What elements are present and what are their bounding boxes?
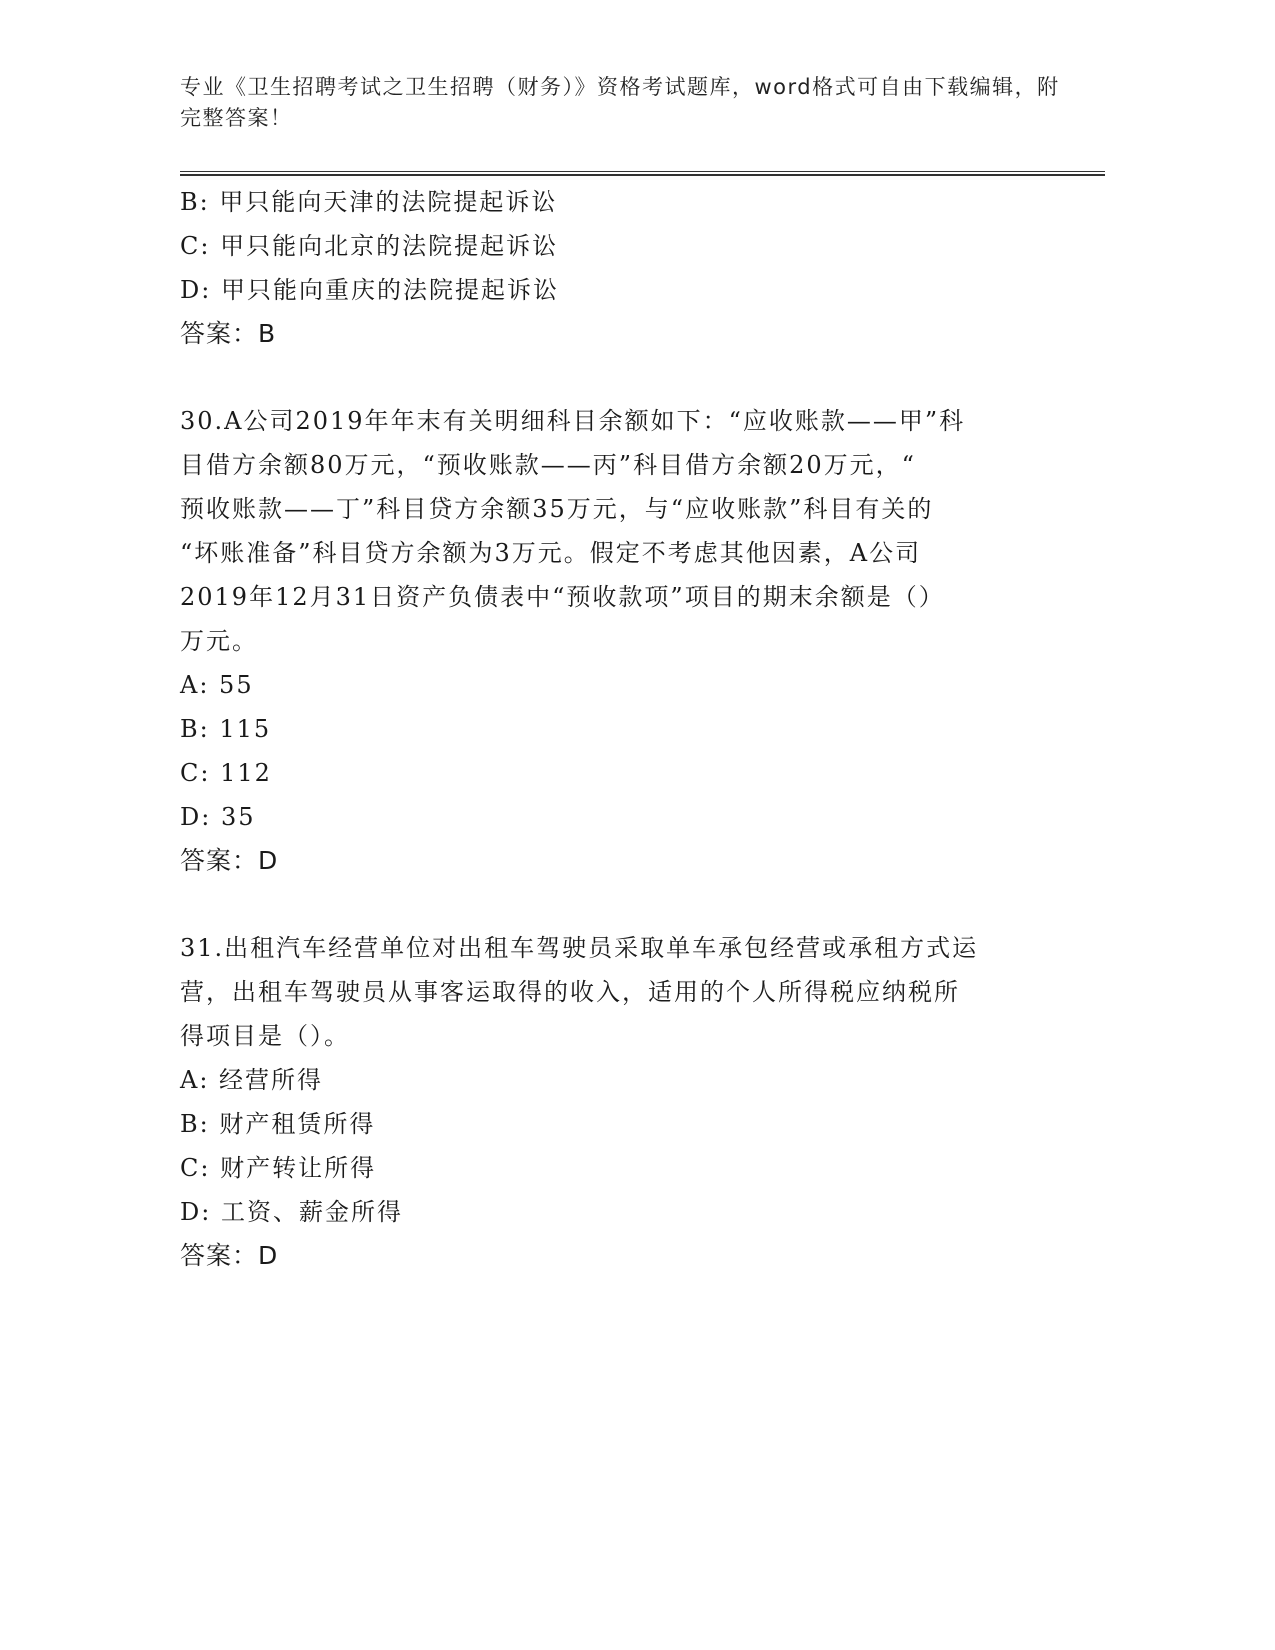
header-divider xyxy=(180,171,1105,176)
option-b: B: 甲只能向天津的法院提起诉讼 xyxy=(180,188,558,216)
option-b: B: 115 xyxy=(180,715,272,743)
option-c: C: 112 xyxy=(180,759,272,787)
question-text-line: 2019年12月31日资产负债表中“预收款项”项目的期末余额是（） xyxy=(180,583,945,611)
option-c: C: 财产转让所得 xyxy=(180,1154,377,1182)
option-a: A: 经营所得 xyxy=(180,1066,324,1094)
prev-question xyxy=(180,180,1060,356)
answer: 答案：D xyxy=(180,846,279,875)
option-d: D: 甲只能向重庆的法院提起诉讼 xyxy=(180,276,559,304)
option-d: D: 工资、薪金所得 xyxy=(180,1198,403,1226)
question-text-line: 得项目是（）。 xyxy=(180,1022,350,1050)
option-d: D: 35 xyxy=(180,803,256,831)
answer: 答案：B xyxy=(180,319,277,348)
question-30 xyxy=(180,399,1060,883)
option-b: B: 财产租赁所得 xyxy=(180,1110,376,1138)
question-text-line: 31.出租汽车经营单位对出租车驾驶员采取单车承包经营或承租方式运 xyxy=(180,934,979,962)
question-text-line: 30.A公司2019年年末有关明细科目余额如下：“应收账款——甲”科 xyxy=(180,407,966,435)
spacer xyxy=(180,883,1060,926)
question-31 xyxy=(180,926,1060,1278)
spacer xyxy=(180,356,1060,399)
answer: 答案：D xyxy=(180,1241,279,1270)
question-content xyxy=(180,180,1060,1278)
question-text-line: 预收账款——丁”科目贷方余额35万元，与“应收账款”科目有关的 xyxy=(180,495,934,523)
question-text-line: 万元。 xyxy=(180,627,258,655)
question-text-line: 营，出租车驾驶员从事客运取得的收入，适用的个人所得税应纳税所 xyxy=(180,978,960,1006)
header-note: 专业《卫生招聘考试之卫生招聘（财务）》资格考试题库，word格式可自由下载编辑，附完整答案！ xyxy=(180,75,1060,130)
option-c: C: 甲只能向北京的法院提起诉讼 xyxy=(180,232,559,260)
option-a: A: 55 xyxy=(180,671,254,699)
question-text-line: 目借方余额80万元，“预收账款——丙”科目借方余额20万元，“ xyxy=(180,451,916,479)
question-text-line: “坏账准备”科目贷方余额为3万元。假定不考虑其他因素，A公司 xyxy=(180,539,922,567)
